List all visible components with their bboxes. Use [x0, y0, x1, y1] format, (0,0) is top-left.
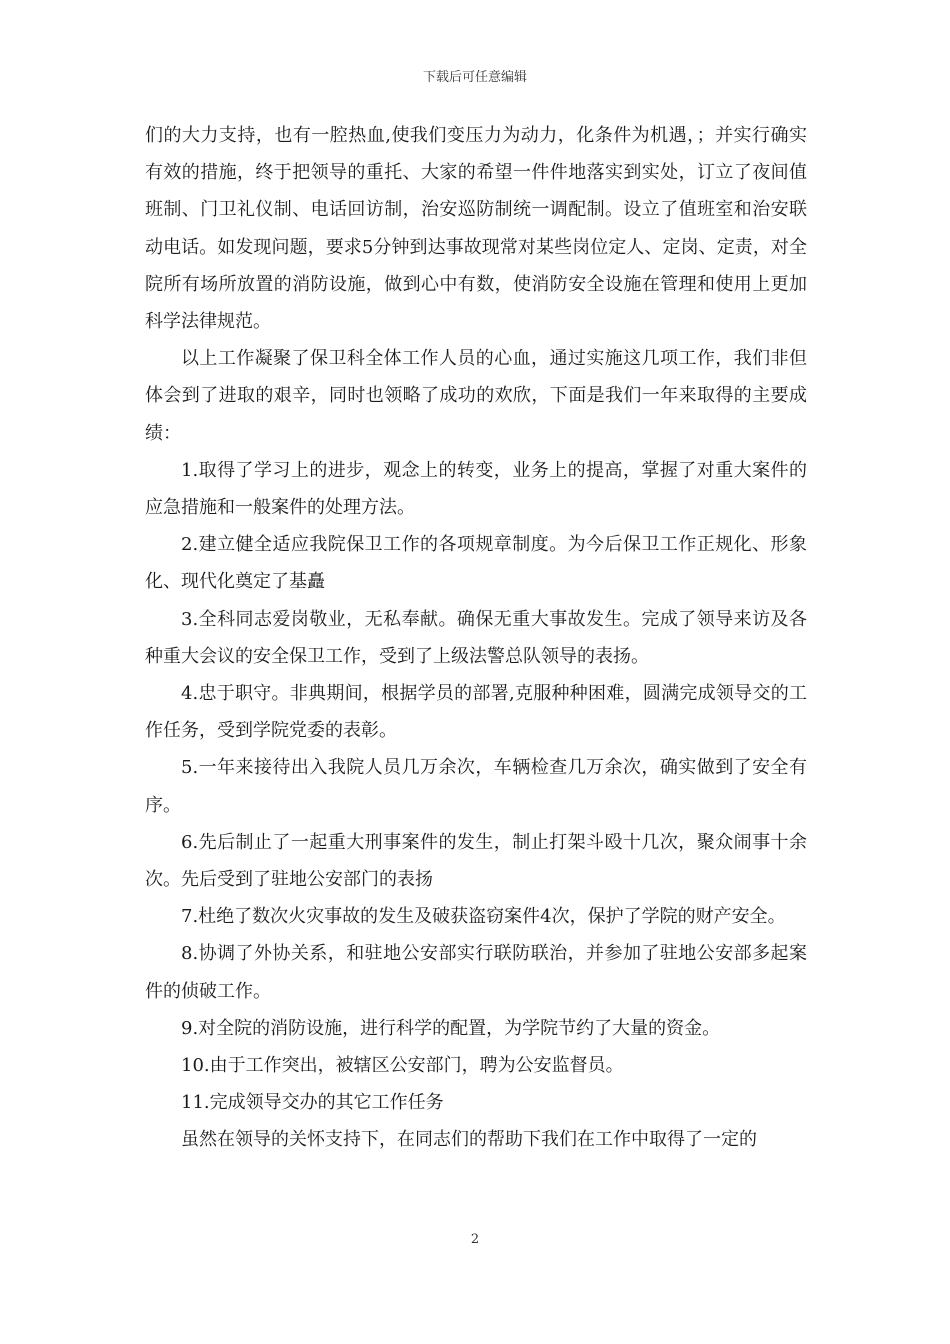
list-item-11: 11.完成领导交办的其它工作任务 [181, 1092, 444, 1114]
paragraph-summary: 以上工作凝聚了保卫科全体工作人员的心血，通过实施这几项工作，我们非但体会到了进取的艰辛，同时也领略了成功的欢欣，下面是我们一年来取得的主要成绩： [145, 348, 807, 444]
paragraph-closing: 虽然在领导的关怀支持下，在同志们的帮助下我们在工作中取得了一定的 [181, 1129, 757, 1151]
page-header: 下载后可任意编辑 [422, 70, 527, 85]
paragraph-continuation: 们的大力支持，也有一腔热血,使我们变压力为动力，化条件为机遇，；并实行确实有效的措施，终于把领导的重托、大家的希望一件件地落实到实处，订立了夜间值班制、门卫礼仪制、电话回访制，治安巡防制统一调配制。设立了值班室和治安联动电话。如发现问题，要求5分钟到达事故现常对某些岗位定人、定岗、定责，对全院所有场所放置的消防设施，做到心中有数，使消防安全设施在管理和使用上更加科学法律规范。 [145, 125, 807, 333]
list-item-4: 4.忠于职守。非典期间，根据学员的部署,克服种种困难，圆满完成领导交的工作任务，受到学院党委的表彰。 [145, 683, 807, 742]
list-item-2: 2.建立健全适应我院保卫工作的各项规章制度。为今后保卫工作正规化、形象化、现代化奠定了基矗 [145, 534, 807, 593]
list-item-8: 8.协调了外协关系，和驻地公安部实行联防联治，并参加了驻地公安部多起案件的侦破工作。 [145, 943, 807, 1002]
list-item-9: 9.对全院的消防设施，进行科学的配置，为学院节约了大量的资金。 [181, 1017, 721, 1039]
list-item-1: 1.取得了学习上的进步，观念上的转变，业务上的提高，掌握了对重大案件的应急措施和一般案件的处理方法。 [145, 459, 807, 519]
list-item-10: 10.由于工作突出，被辖区公安部门，聘为公安监督员。 [181, 1055, 624, 1077]
document-body [145, 117, 807, 1159]
list-item-6: 6.先后制止了一起重大刑事案件的发生，制止打架斗殴十几次，聚众闹事十余次。先后受到了驻地公安部门的表扬 [145, 831, 807, 891]
list-item-5: 5.一年来接待出入我院人员几万余次，车辆检查几万余次，确实做到了安全有序。 [145, 757, 807, 816]
list-item-7: 7.杜绝了数次火灾事故的发生及破获盗窃案件4次，保护了学院的财产安全。 [181, 906, 786, 928]
page-number: 2 [470, 1232, 480, 1247]
list-item-3: 3.全科同志爱岗敬业，无私奉献。确保无重大事故发生。完成了领导来访及各种重大会议的安全保卫工作，受到了上级法警总队领导的表扬。 [145, 608, 807, 667]
